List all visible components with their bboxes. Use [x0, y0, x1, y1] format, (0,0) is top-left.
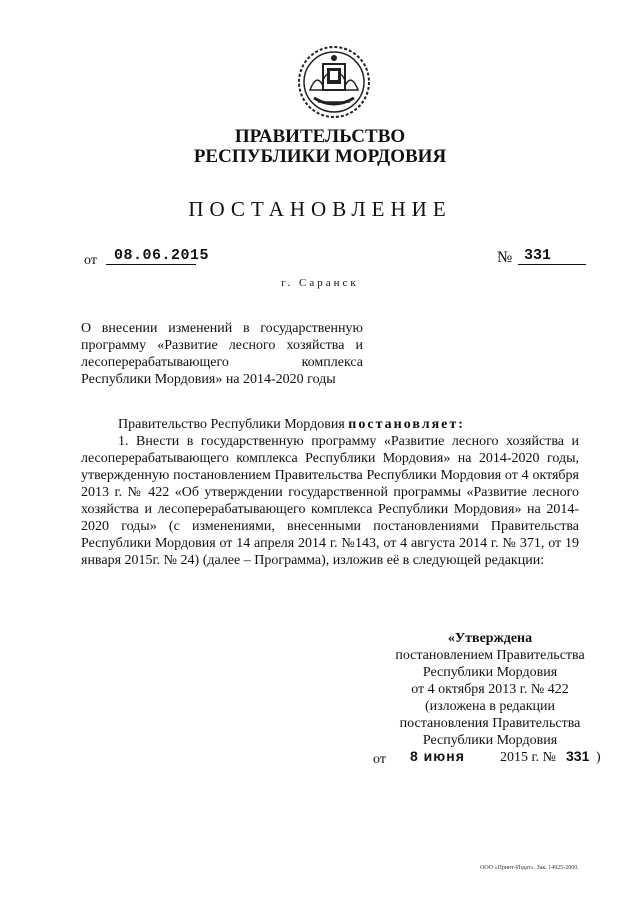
number-label: № — [497, 249, 513, 266]
approval-date-year: 2015 г. № — [500, 750, 557, 765]
approval-line: от 4 октября 2013 г. № 422 — [411, 682, 569, 697]
printer-imprint: ООО «Принт-Издат». Зак. 14925-2000. — [480, 865, 579, 871]
decree-date: 08.06.2015 — [106, 247, 196, 265]
document-type-title: ПОСТАНОВЛЕНИЕ — [188, 197, 452, 221]
approval-block — [370, 630, 610, 749]
subject-line: О внесении изменений в государственную — [81, 321, 363, 336]
government-title-line1: ПРАВИТЕЛЬСТВО — [234, 126, 406, 147]
body-line: 2020 годы» (с изменениями, внесенными постановлениями Правительства — [81, 519, 579, 534]
subject-line: лесоперерабатывающего комплекса — [81, 355, 363, 370]
body-line: Республики Мордовия от 14 апреля 2014 г. №143, от 4 августа 2014 г. № 371, от 19 — [81, 536, 579, 551]
subject-line: Республики Мордовия» на 2014-2020 годы — [81, 372, 336, 387]
approval-line: Республики Мордовия — [422, 733, 558, 748]
government-title-line2: РЕСПУБЛИКИ МОРДОВИЯ — [193, 146, 447, 167]
body-line: утвержденную постановлением Правительства Республики Мордовия от 4 октября — [81, 468, 579, 483]
approval-date-day: 8 июня — [410, 748, 465, 764]
coat-of-arms-emblem — [296, 44, 372, 120]
approval-line: Республики Мордовия — [422, 665, 558, 680]
approval-number: 331 — [566, 748, 590, 764]
subject-line: программу «Развитие лесного хозяйства и — [81, 338, 363, 353]
intro-prefix: Правительство Республики Мордовия — [118, 417, 349, 432]
body-line: хозяйства и лесоперерабатывающего комплекса Республики Мордовия» на 2014- — [81, 502, 579, 517]
decree-subject — [81, 320, 363, 388]
approval-line: постановления Правительства — [399, 716, 581, 731]
decree-number: 331 — [518, 247, 586, 265]
body-line: января 2015г. № 24) (далее – Программа), изложив её в следующей редакции: — [81, 553, 545, 568]
city-line: г. Саранск — [281, 277, 359, 289]
closing-paren: ) — [596, 750, 601, 765]
approval-line: (изложена в редакции — [425, 699, 555, 714]
body-line: 2013 г. № 422 «Об утверждении государственной программы «Развитие лесного — [81, 485, 579, 500]
date-label: от — [84, 253, 97, 268]
decree-body — [81, 416, 579, 569]
approval-heading: «Утверждена — [447, 631, 533, 646]
intro-decrees-word: постановляет: — [348, 417, 465, 432]
body-intro — [81, 416, 579, 433]
approval-date-label: от — [373, 752, 386, 767]
body-line: 1. Внести в государственную программу «Развитие лесного хозяйства и — [118, 434, 579, 449]
body-line: лесоперерабатывающего комплекса Республики Мордовия» на 2014-2020 годы, — [81, 451, 579, 466]
approval-line: постановлением Правительства — [395, 648, 585, 663]
